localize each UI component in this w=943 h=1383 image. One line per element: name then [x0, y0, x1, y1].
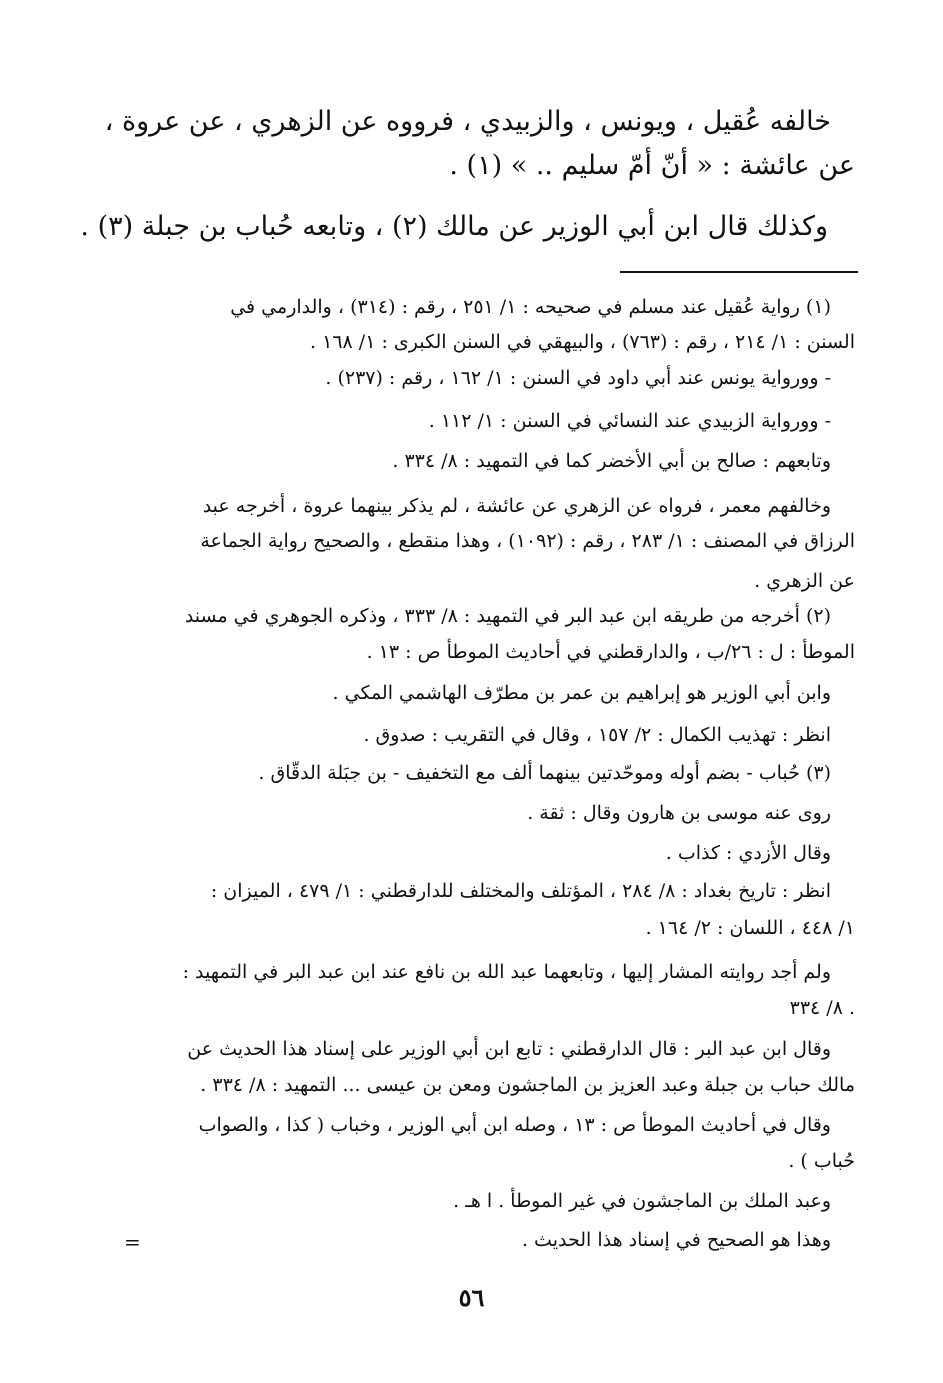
continuation-marker: = — [124, 1230, 141, 1254]
footnote-line: وابن أبي الوزير هو إبراهيم بن عمر بن مطرّف الهاشمي المكي . — [332, 682, 831, 704]
footnote-line: (٢) أخرجه من طريقه ابن عبد البر في التمهيد : ٨/ ٣٣٣ ، وذكره الجوهري في مسند — [184, 605, 831, 627]
footnote-line: روى عنه موسى بن هارون وقال : ثقة . — [527, 802, 831, 824]
footnote-line: وهذا هو الصحيح في إسناد هذا الحديث . — [521, 1229, 831, 1251]
footnote-line: السنن : ١/ ٢١٤ ، رقم : (٧٦٣) ، والبيهقي في السنن الكبرى : ١/ ١٦٨ . — [310, 331, 855, 353]
footnote-line: (١) رواية عُقيل عند مسلم في صحيحه : ١/ ٢٥١ ، رقم : (٣١٤) ، والدارمي في — [230, 296, 831, 318]
footnote-line: انظر : تهذيب الكمال : ٢/ ١٥٧ ، وقال في التقريب : صدوق . — [363, 724, 831, 746]
footnote-line: وتابعهم : صالح بن أبي الأخضر كما في التمهيد : ٨/ ٣٣٤ . — [392, 450, 831, 472]
footnote-line: وعبد الملك بن الماجشون في غير الموطأ . ا هـ . — [453, 1190, 831, 1212]
footnote-line: الموطأ : ل : ٢٦/ب ، والدارقطني في أحاديث الموطأ ص : ١٣ . — [366, 641, 855, 663]
footnote-line: - وورواية يونس عند أبي داود في السنن : ١/ ١٦٢ ، رقم : (٢٣٧) . — [325, 367, 831, 389]
footnote-line: انظر : تاريخ بغداد : ٨/ ٢٨٤ ، المؤتلف والمختلف للدارقطني : ١/ ٤٧٩ ، الميزان : — [210, 880, 831, 902]
footnote-line: الرزاق في المصنف : ١/ ٢٨٣ ، رقم : (١٠٩٢) ، وهذا منقطع ، والصحيح رواية الجماعة — [200, 530, 855, 552]
main-text-line-3: وكذلك قال ابن أبي الوزير عن مالك (٢) ، وتابعه حُباب بن جبلة (٣) . — [80, 211, 828, 242]
main-text-line-2: عن عائشة : « أنّ أمّ سليم .. » (١) . — [449, 150, 855, 181]
footnote-line: وخالفهم معمر ، فرواه عن الزهري عن عائشة ، لم يذكر بينهما عروة ، أخرجه عبد — [202, 495, 831, 517]
footnote-line: حُباب ) . — [788, 1150, 855, 1172]
footnote-line: ولم أجد روايته المشار إليها ، وتابعهما عبد الله بن نافع عند ابن عبد البر في التمهيد : — [182, 961, 831, 983]
footnote-line: ٨/ ٣٣٤ . — [789, 997, 855, 1019]
footnote-line: وقال في أحاديث الموطأ ص : ١٣ ، وصله ابن أبي الوزير ، وخباب ( كذا ، والصواب — [198, 1114, 831, 1136]
footnote-line: وقال ابن عبد البر : قال الدارقطني : تابع ابن أبي الوزير على إسناد هذا الحديث عن — [187, 1038, 831, 1060]
footnote-line: ١/ ٤٤٨ ، اللسان : ٢/ ١٦٤ . — [645, 917, 855, 939]
footnote-separator — [620, 271, 858, 273]
footnote-line: (٣) حُباب - بضم أوله وموحّدتين بينهما ألف مع التخفيف - بن جبَلة الدقّاق . — [258, 762, 831, 784]
footnote-line: مالك حباب بن جبلة وعبد العزيز بن الماجشون ومعن بن عيسى ... التمهيد : ٨/ ٣٣٤ . — [200, 1074, 855, 1096]
footnote-line: عن الزهري . — [754, 570, 855, 592]
footnote-line: وقال الأزدي : كذاب . — [665, 842, 831, 864]
main-text-line-1: خالفه عُقيل ، ويونس ، والزبيدي ، فرووه عن الزهري ، عن عروة ، — [104, 106, 831, 137]
footnote-line: - وورواية الزبيدي عند النسائي في السنن : ١/ ١١٢ . — [428, 410, 831, 432]
page-number: ٥٦ — [458, 1283, 485, 1312]
